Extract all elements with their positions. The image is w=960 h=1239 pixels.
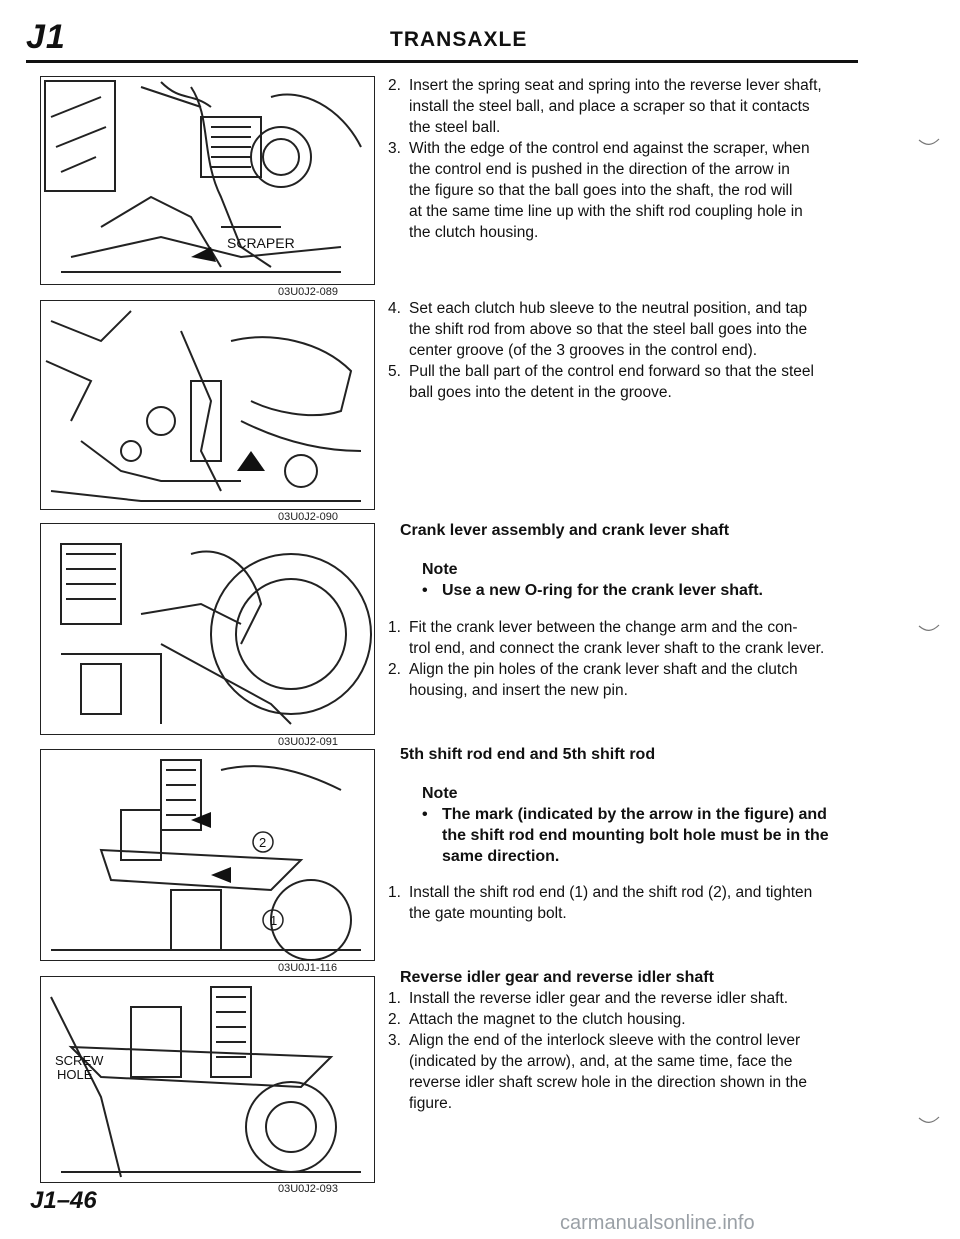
page-section-id: J1: [26, 18, 66, 56]
figure-2-drawing: [41, 301, 374, 509]
figure-1-illustration: [40, 76, 375, 285]
margin-tick: [918, 624, 940, 632]
page-title: TRANSAXLE: [390, 28, 528, 51]
figure-4-code: 03U0J1-116: [278, 962, 338, 974]
watermark: carmanualsonline.info: [560, 1212, 755, 1234]
crank-step-2: 2. Align the pin holes of the crank lever shaft and the clutch housing, and insert the new pin.: [388, 661, 798, 699]
step-3: 3. With the edge of the control end against the scraper, when the control end is pushed in the direction of the arrow in the figure so that the ball goes into the shaft, the rod will at the same time line up with the shift rod coupling hole in the clutch housing.: [388, 140, 810, 241]
figure-5-label: SCREW: [55, 1053, 104, 1068]
figure-5-illustration: [40, 976, 375, 1183]
note-label-crank: Note: [422, 561, 458, 578]
figure-4-drawing: [41, 750, 374, 960]
figure-4-illustration: [40, 749, 375, 961]
step-5: 5. Pull the ball part of the control end forward so that the steel ball goes into the detent in the groove.: [388, 363, 814, 401]
figure-2-code: 03U0J2-090: [278, 511, 338, 523]
5th-step-1: 1. Install the shift rod end (1) and the shift rod (2), and tighten the gate mounting bolt.: [388, 884, 813, 922]
figure-2-illustration: [40, 300, 375, 510]
section-heading-5th: 5th shift rod end and 5th shift rod: [400, 746, 656, 763]
header-rule: [26, 60, 858, 63]
crank-step-1: 1. Fit the crank lever between the change arm and the con- trol end, and connect the crank lever shaft to the crank lever.: [388, 619, 825, 657]
step-2: 2. Insert the spring seat and spring into the reverse lever shaft, install the steel ball, and place a scraper so that it contacts the steel ball.: [388, 77, 822, 136]
figure-3-drawing: [41, 524, 374, 734]
section-heading-crank: Crank lever assembly and crank lever shaft: [400, 522, 730, 539]
margin-tick: [918, 1116, 940, 1124]
figure-3-illustration: [40, 523, 375, 735]
figure-1-drawing: [41, 77, 374, 284]
figure-4-callout-2: 2: [259, 835, 267, 850]
note-label-5th: Note: [422, 785, 458, 802]
figure-5-drawing: [41, 977, 374, 1182]
figure-4-callout-1: 1: [270, 913, 278, 928]
step-4: 4. Set each clutch hub sleeve to the neutral position, and tap the shift rod from above so that the steel ball goes into the center groove (of the 3 grooves in the control end).: [388, 300, 808, 359]
margin-tick: [918, 138, 940, 146]
figure-3-code: 03U0J2-091: [278, 736, 338, 748]
note-item-crank: • Use a new O-ring for the crank lever shaft.: [422, 582, 763, 599]
bullet-icon: •: [422, 582, 428, 599]
reverse-step-2: 2. Attach the magnet to the clutch housing.: [388, 1011, 686, 1028]
arrow-icon-2: [211, 867, 231, 883]
section-heading-reverse: Reverse idler gear and reverse idler shaft: [400, 969, 714, 986]
bullet-icon: •: [422, 806, 428, 823]
reverse-step-3: 3. Align the end of the interlock sleeve with the control lever (indicated by the arrow), and, at the same time, face the reverse idler shaft screw hole in the direction shown in the figure.: [388, 1032, 808, 1112]
figure-1-code: 03U0J2-089: [278, 286, 338, 298]
page-number: J1–46: [30, 1187, 97, 1214]
reverse-step-1: 1. Install the reverse idler gear and the reverse idler shaft.: [388, 990, 789, 1007]
figure-5-code: 03U0J2-093: [278, 1183, 338, 1195]
figure-1-label: SCRAPER: [227, 235, 295, 251]
note-item-5th: • The mark (indicated by the arrow in the figure) and the shift rod end mounting bolt hole must be in the same direction.: [422, 806, 829, 865]
figure-5-label-2: HOLE: [57, 1067, 93, 1082]
arrow-up-icon: [237, 451, 265, 471]
